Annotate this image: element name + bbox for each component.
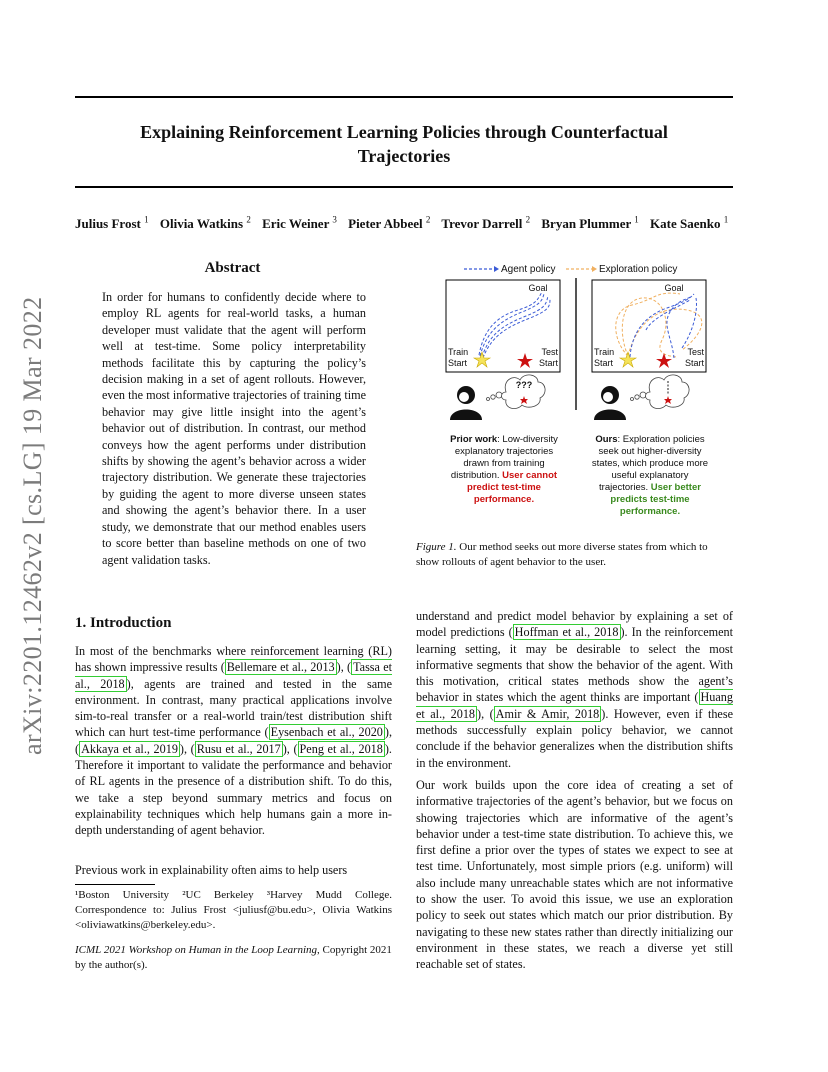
paper-title: Explaining Reinforcement Learning Policies through Counterfactual Trajectories bbox=[140, 122, 668, 166]
svg-text:performance.: performance. bbox=[619, 506, 681, 517]
affiliations-footnote: ¹Boston University ²UC Berkeley ³Harvey Mudd College. Correspondence to: Julius Frost <juliusf@bu.edu>, Olivia Watkins <oliviawatkins@berkeley.edu>. bbox=[75, 889, 392, 931]
svg-text:trajectories. User better: trajectories. User better bbox=[599, 482, 701, 493]
right-user-icon bbox=[594, 386, 626, 420]
citation-link[interactable]: Tassa et al., 2018 bbox=[75, 660, 393, 691]
copyright-notice: ICML 2021 Workshop on Human in the Loop Learning, Copyright 2021 by the author(s). bbox=[75, 944, 392, 971]
left-train-label-1: Train bbox=[448, 347, 469, 357]
abstract-heading: Abstract bbox=[204, 260, 261, 276]
right-goal-label: Goal bbox=[664, 283, 684, 293]
intro-paragraph-2: Previous work in explainability often aims to help users bbox=[75, 863, 348, 877]
svg-text:useful explanatory: useful explanatory bbox=[611, 470, 689, 481]
svg-text:Prior work: Low-diversity: Prior work: Low-diversity bbox=[450, 434, 558, 445]
author: Julius Frost $^1$ bbox=[75, 215, 149, 232]
legend-agent-label: Agent policy bbox=[501, 264, 556, 275]
right-test-star bbox=[656, 353, 672, 368]
svg-text:explanatory trajectories: explanatory trajectories bbox=[454, 446, 554, 457]
author-list bbox=[75, 215, 733, 232]
svg-text:performance.: performance. bbox=[473, 494, 535, 505]
figure-1 bbox=[432, 260, 722, 522]
svg-text:seek out higher-diversity: seek out higher-diversity bbox=[598, 446, 702, 457]
legend-agent-arrow bbox=[494, 266, 499, 272]
intro-paragraph-1: In most of the benchmarks where reinforcement learning (RL) has shown impressive results ( Bellemare et al., 2013 ), ( Tassa et al., 2018 ), agents are trained and tested in the same environment. In contrast, many practical applications involve sim-to-real transfer or a real-world train/test distribution shift which can hurt test-time performance ( Eysenbach et al., 2020 ), ( Akkaya et al., 2019 ), ( Rusu et al., 2017 ), ( Peng et al., 2018 ). Therefore it important to validate the performance and behavior of RL agents in the presence of a distribution shift. To do this, we take a step beyond summary metrics and focus on explainability techniques which help humans gain a more in-depth understanding of agent behavior. bbox=[75, 644, 393, 838]
legend-explore-label: Exploration policy bbox=[599, 264, 678, 275]
author: Kate Saenko $^1$ bbox=[650, 215, 729, 232]
right-paragraph-2: Our work builds upon the core idea of creating a set of informative trajectories of the agent’s behavior, but we focus on showing trajectories which are informative of the agent’s behavior under a test-time state distribution. To achieve this, we first define a prior over the types of states we expect to see at test time. Unfortunately, most simple priors (e.g. uniform) will also include many unreachable states which are not informative to show the user. To avoid this issue, we use an exploration policy to seek out states which match our prior distribution. By navigating to these new states rather than directly initializing our environment in these states, we reach a diverse yet still reachable set of states. bbox=[416, 778, 733, 972]
left-user-icon bbox=[450, 386, 482, 420]
svg-text:drawn from training: drawn from training bbox=[463, 458, 545, 469]
abstract-body: In order for humans to confidently decide where to employ RL agents for real-world tasks, a human developer must validate that the agent will perform well at test-time. Some policy interpretability methods facilitate this by capturing the policy’s decision making in a set of agent rollouts. However, even the most informative trajectories of training time behavior may give little insight into the agent’s behavior out of distribution. In contrast, our method conveys how the agent performs under distribution shifts by showing the agent’s behavior across a wider trajectory distribution. We generate these trajectories by guiding the agent to more diverse unseen states and showing the agent’s behavior there. In a user study, we demonstrate that our method enables users to score better than baseline methods on one of two agent validation tasks. bbox=[102, 290, 366, 567]
legend-explore-arrow bbox=[592, 266, 597, 272]
figure-caption: Figure 1. Our method seeks out more diverse states from which to show rollouts of agent behavior to the user. bbox=[416, 541, 708, 568]
right-train-label-2: Start bbox=[594, 358, 614, 368]
svg-text:predicts test-time: predicts test-time bbox=[610, 494, 690, 505]
citation-link[interactable]: Rusu et al., 2017 bbox=[196, 741, 281, 756]
left-test-label-2: Start bbox=[538, 358, 558, 368]
left-goal-label: Goal bbox=[528, 283, 548, 293]
right-train-label-1: Train bbox=[594, 347, 615, 357]
right-paragraph-1: understand and predict model behavior by explaining a set of model predictions ( Hoffman et al., 2018 ). In the reinforcement learning setting, it may be desirable to select the most informative segments that show the behavior of the agent. With this motivation, critical states methods show the agent’s behavior in states which the agent thinks are important ( Huang et al., 2018 ), ( Amir & Amir, 2018 ). However, even if these methods successfully explain policy behavior, we cannot conclude if the behavior generalizes when the distribution shifts in the environment. bbox=[416, 609, 733, 770]
citation-link[interactable]: Huang et al., 2018 bbox=[416, 690, 733, 721]
left-test-label-1: Test bbox=[541, 347, 558, 357]
author: Trevor Darrell $^2$ bbox=[441, 215, 531, 232]
left-agent-trajectories bbox=[479, 292, 550, 358]
right-thought-bubble bbox=[646, 375, 690, 409]
top-rule bbox=[75, 96, 733, 98]
author: Bryan Plummer $^1$ bbox=[541, 215, 639, 232]
author: Pieter Abbeel $^2$ bbox=[348, 215, 431, 232]
citation-link[interactable]: Akkaya et al., 2019 bbox=[81, 741, 178, 756]
author: Eric Weiner $^3$ bbox=[262, 215, 337, 232]
svg-text:distribution. User cannot: distribution. User cannot bbox=[450, 470, 558, 481]
svg-text:predict test-time: predict test-time bbox=[467, 482, 541, 493]
left-test-star bbox=[517, 353, 533, 368]
citation-link[interactable]: Bellemare et al., 2013 bbox=[226, 660, 335, 675]
left-train-star bbox=[474, 352, 490, 367]
right-panel-caption bbox=[592, 434, 708, 517]
citation-link[interactable]: Peng et al., 2018 bbox=[299, 741, 383, 756]
left-panel-caption bbox=[450, 434, 558, 505]
right-test-label-2: Start bbox=[684, 358, 704, 368]
svg-text:Ours: Exploration policies: Ours: Exploration policies bbox=[595, 434, 705, 445]
citation-link[interactable]: Eysenbach et al., 2020 bbox=[270, 725, 383, 740]
left-train-label-2: Start bbox=[448, 358, 468, 368]
section-heading-introduction: 1. Introduction bbox=[75, 615, 172, 631]
author: Olivia Watkins $^2$ bbox=[159, 215, 251, 232]
right-train-star bbox=[620, 352, 636, 367]
title-bottom-rule bbox=[75, 186, 733, 188]
citation-link[interactable]: Hoffman et al., 2018 bbox=[514, 625, 619, 640]
citation-link[interactable]: Amir & Amir, 2018 bbox=[495, 706, 600, 721]
arxiv-stamp: arXiv:2201.12462v2 [cs.LG] 19 Mar 2022 bbox=[18, 296, 47, 755]
footnote-rule bbox=[75, 884, 155, 885]
left-thought-question: ??? bbox=[515, 380, 533, 390]
right-test-label-1: Test bbox=[687, 347, 704, 357]
svg-text:states, which produce more: states, which produce more bbox=[591, 458, 709, 469]
